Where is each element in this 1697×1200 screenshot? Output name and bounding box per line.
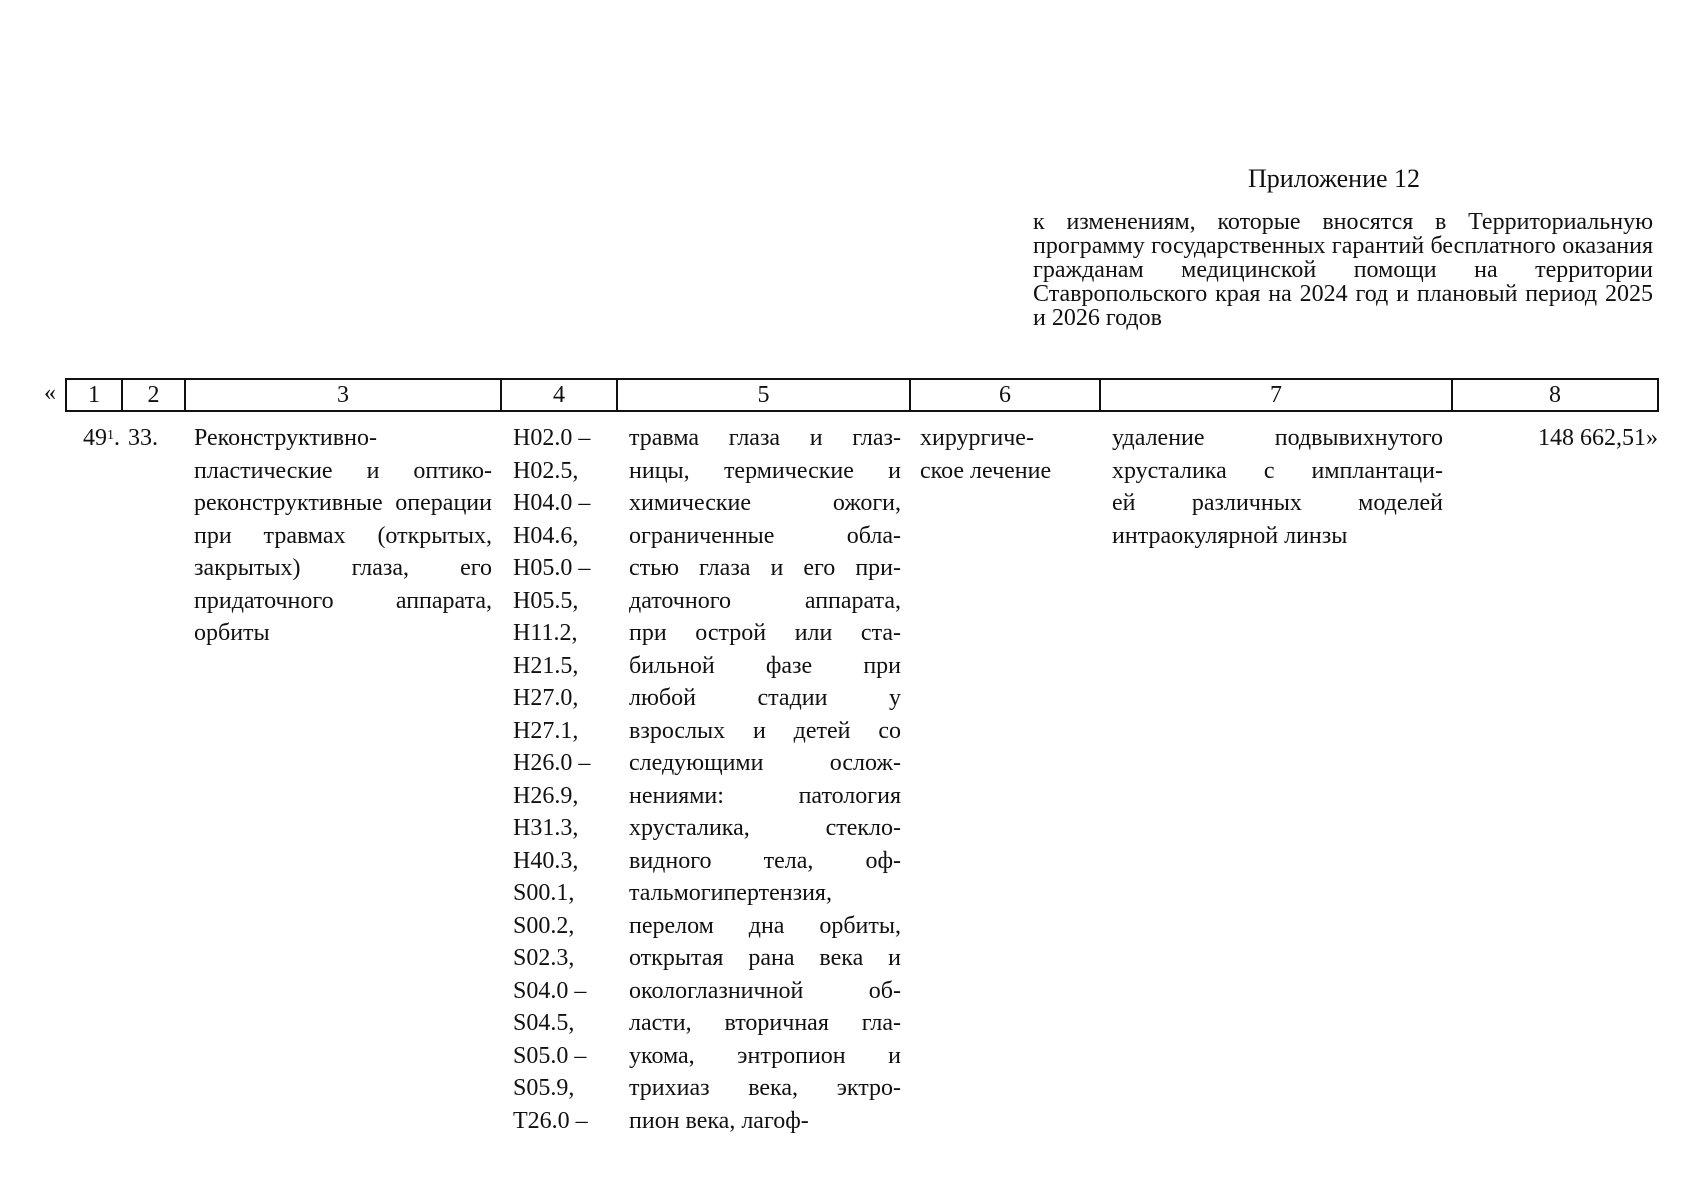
treatment-method-text — [1112, 422, 1443, 552]
column-header-7: 7 — [1100, 379, 1452, 411]
icd-code-line: H27.0, — [513, 685, 579, 711]
icd-code-line: S00.1, — [513, 880, 575, 906]
patient-model-line: видного тела, оф- — [629, 847, 901, 874]
row-number-suffix: . — [114, 425, 120, 451]
row-number: 49 — [83, 425, 107, 451]
patient-model-line: перелом дна орбиты, — [629, 912, 901, 939]
patient-model-line: укома, энтропион и — [629, 1042, 901, 1069]
icd-code-line: H05.0 – — [513, 555, 591, 581]
patient-model-line: стью глаза и его при- — [629, 555, 901, 581]
table-row — [66, 411, 1658, 1137]
treatment-method-line: хрусталика с имплантаци- — [1112, 457, 1443, 484]
cell-icd-codes — [501, 411, 617, 1137]
cell-patient-model — [617, 411, 910, 1137]
services-table — [65, 378, 1659, 1137]
icd-code-list — [513, 422, 613, 1137]
cell-treatment-method — [1100, 411, 1452, 1137]
cell-row-number — [66, 411, 122, 1137]
patient-model-line: тальмогипертензия, — [629, 880, 832, 906]
row-number-superscript: 1 — [107, 428, 114, 443]
icd-code-line: H26.9, — [513, 782, 579, 809]
icd-code-line: H26.0 – — [513, 750, 591, 776]
column-header-2: 2 — [122, 379, 185, 411]
appendix-subtitle: к изменениям, которые вносятся в Территориальную программу государственных гарантий бесплатного оказания гражданам медицинской помощи на территории Ставропольского края на 2024 год и плановый период 2025 и 2026 годов — [1033, 209, 1653, 331]
cell-treatment-type — [910, 411, 1100, 1137]
icd-code-line: H31.3, — [513, 815, 579, 841]
treatment-type-line: ское лечение — [920, 457, 1052, 484]
patient-model-line: любой стадии у — [629, 685, 901, 711]
patient-model-line: нениями: патология — [629, 782, 901, 809]
cell-cost — [1452, 411, 1658, 1137]
cost-value: 148 662,51» — [1538, 425, 1658, 451]
patient-model-text — [629, 422, 901, 1137]
icd-code-line: H27.1, — [513, 717, 579, 744]
patient-model-line: следующими ослож- — [629, 750, 901, 776]
table-header-row — [66, 379, 1658, 411]
icd-code-line: S05.9, — [513, 1075, 575, 1101]
group-number: 33. — [128, 425, 158, 451]
patient-model-line: трихиаз века, эктро- — [629, 1075, 901, 1101]
icd-code-line: S04.5, — [513, 1010, 575, 1036]
patient-model-line: бильной фазе при — [629, 652, 901, 679]
column-header-5: 5 — [617, 379, 910, 411]
icd-code-line: H02.5, — [513, 457, 579, 484]
column-header-8: 8 — [1452, 379, 1658, 411]
icd-code-line: S05.0 – — [513, 1042, 587, 1069]
icd-code-line: H05.5, — [513, 587, 579, 614]
icd-code-line: S04.0 – — [513, 977, 587, 1004]
column-header-3: 3 — [185, 379, 501, 411]
patient-model-line: открытая рана века и — [629, 945, 901, 971]
icd-code-line: H04.6, — [513, 522, 579, 549]
icd-code-line: S02.3, — [513, 945, 575, 971]
patient-model-line: при острой или ста- — [629, 620, 901, 646]
treatment-method-line: ей различных моделей — [1112, 490, 1443, 516]
patient-model-line: пион века, лагоф- — [629, 1107, 809, 1134]
cell-group-number — [122, 411, 185, 1137]
cell-care-type: Реконструктивно-пластические и оптико-реконструктивные операции при травмах (открытых, закрытых) глаза, его придаточного аппарата, орбиты — [194, 425, 492, 646]
icd-code-line: H04.0 – — [513, 490, 591, 516]
patient-model-line: химические ожоги, — [629, 490, 901, 516]
column-header-4: 4 — [501, 379, 617, 411]
treatment-method-line: интраокулярной линзы — [1112, 522, 1348, 549]
patient-model-line: ницы, термические и — [629, 457, 901, 484]
patient-model-line: хрусталика, стекло- — [629, 815, 901, 841]
treatment-method-line: удаление подвывихнутого — [1112, 425, 1443, 451]
patient-model-line: взрослых и детей со — [629, 717, 901, 744]
patient-model-line: травма глаза и глаз- — [629, 425, 901, 451]
icd-code-line: S00.2, — [513, 912, 575, 939]
patient-model-line: даточного аппарата, — [629, 587, 901, 614]
icd-code-line: H02.0 – — [513, 425, 591, 451]
opening-quote-mark: « — [44, 380, 56, 406]
icd-code-line: H40.3, — [513, 847, 579, 874]
icd-code-line: T26.0 – — [513, 1107, 588, 1134]
patient-model-line: ласти, вторичная гла- — [629, 1010, 901, 1036]
icd-code-line: H11.2, — [513, 620, 578, 646]
icd-code-line: H21.5, — [513, 652, 579, 679]
treatment-type-text — [920, 422, 1091, 487]
patient-model-line: окологлазничной об- — [629, 977, 901, 1004]
column-header-1: 1 — [66, 379, 122, 411]
treatment-type-line: хирургиче- — [920, 425, 1034, 451]
column-header-6: 6 — [910, 379, 1100, 411]
patient-model-line: ограниченные обла- — [629, 522, 901, 549]
appendix-title: Приложение 12 — [1248, 164, 1421, 193]
